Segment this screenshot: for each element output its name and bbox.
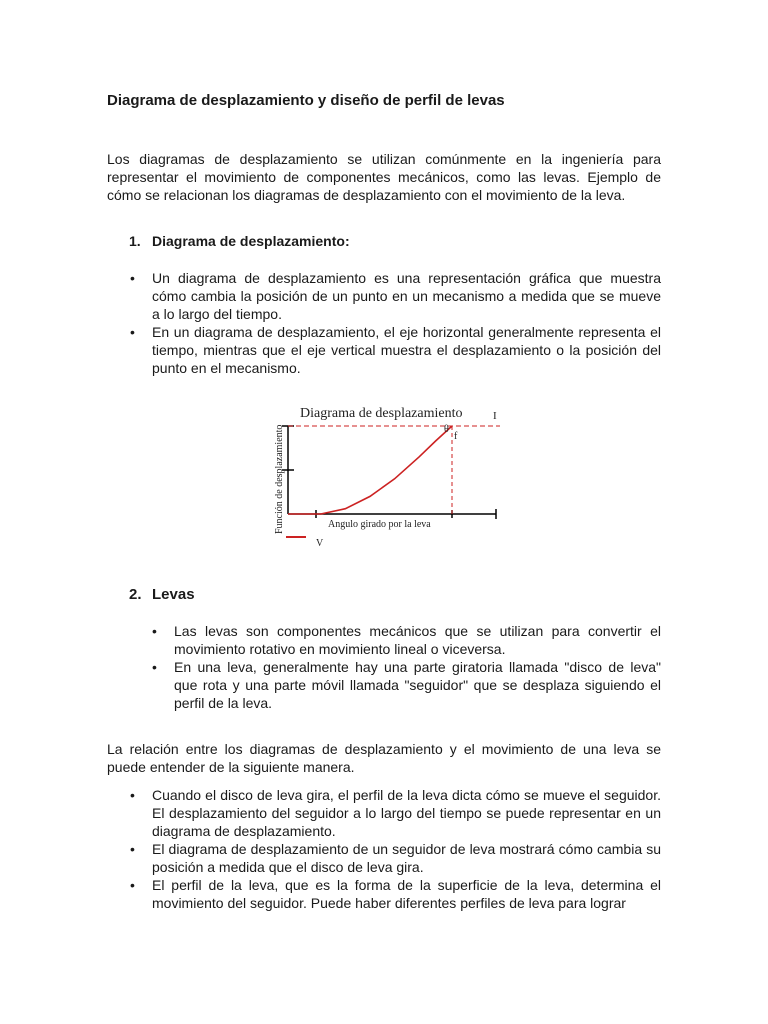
section-1-number: 1. bbox=[129, 233, 141, 249]
displacement-chart bbox=[270, 398, 510, 550]
list-item: • Las levas son componentes mecánicos que se utilizan para convertir el movimiento rotativo en movimiento lineal o viceversa. bbox=[174, 622, 661, 658]
section-2-title: Levas bbox=[152, 586, 195, 603]
relation-paragraph: La relación entre los diagramas de desplazamiento y el movimiento de una leva se puede entender de la siguiente manera. bbox=[107, 741, 661, 775]
list-item: • En una leva, generalmente hay una parte giratoria llamada "disco de leva" que rota y una parte móvil llamada "seguidor" que se desplaza siguiendo el perfil de la leva. bbox=[174, 658, 661, 712]
section-2-list bbox=[174, 622, 661, 712]
chart-label-theta: θ bbox=[444, 424, 449, 435]
intro-paragraph: Los diagramas de desplazamiento se utilizan comúnmente en la ingeniería para representar el movimiento de componentes mecánicos, como las levas. Ejemplo de cómo se relacionan los diagramas de desplazamiento con el movimiento de la leva. bbox=[107, 151, 661, 203]
list-item: • El perfil de la leva, que es la forma de la superficie de la leva, determina el movimiento del seguidor. Puede haber diferentes perfiles de leva para lograr bbox=[152, 876, 661, 912]
chart-label-i: I bbox=[493, 410, 497, 422]
legend-label: V bbox=[316, 538, 324, 549]
chart-ylabel: Función de desplazamiento bbox=[274, 424, 285, 534]
list-item: • Un diagrama de desplazamiento es una representación gráfica que muestra cómo cambia la posición de un punto en un mecanismo a medida que se mueve a lo largo del tiempo. bbox=[152, 269, 661, 323]
list-item: • Cuando el disco de leva gira, el perfil de la leva dicta cómo se mueve el seguidor. El desplazamiento del seguidor a lo largo del tiempo se puede representar en un diagrama de desplazamiento. bbox=[152, 786, 661, 840]
document-title: Diagrama de desplazamiento y diseño de perfil de levas bbox=[107, 92, 505, 109]
section-1-title: Diagrama de desplazamiento: bbox=[152, 233, 350, 249]
section-2-heading bbox=[129, 586, 195, 604]
chart-label-f: f bbox=[454, 431, 458, 442]
section-1-heading bbox=[129, 232, 350, 250]
section-1-list bbox=[152, 269, 661, 377]
section-2-number: 2. bbox=[129, 586, 142, 603]
chart-title: Diagrama de desplazamiento bbox=[300, 406, 463, 421]
list-item: • El diagrama de desplazamiento de un seguidor de leva mostrará cómo cambia su posición a medida que el disco de leva gira. bbox=[152, 840, 661, 876]
list-item: • En un diagrama de desplazamiento, el eje horizontal generalmente representa el tiempo, mientras que el eje vertical muestra el desplazamiento o la posición del punto en el mecanismo. bbox=[152, 323, 661, 377]
relation-list bbox=[152, 786, 661, 912]
chart-xlabel: Angulo girado por la leva bbox=[328, 519, 431, 530]
series-v-line bbox=[288, 426, 452, 514]
